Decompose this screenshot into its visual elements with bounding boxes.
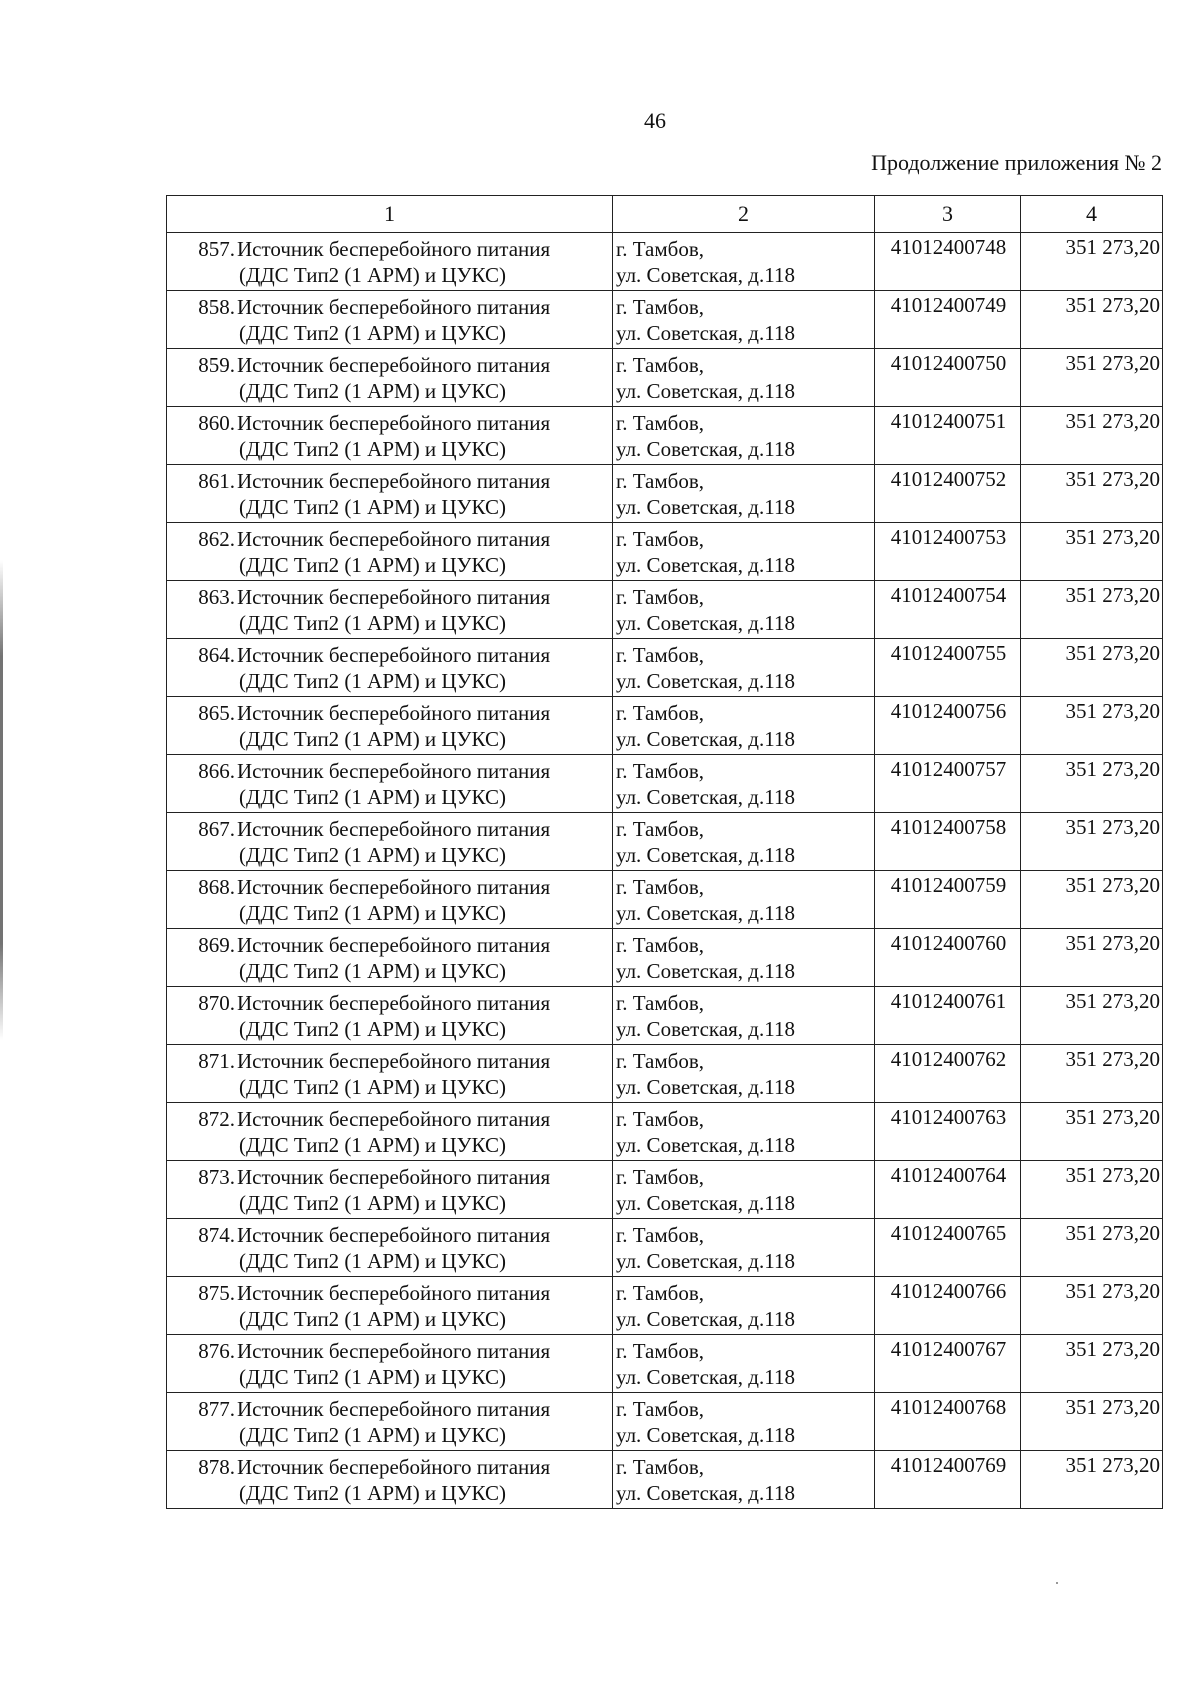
row-number: 862. bbox=[198, 527, 235, 551]
row-number: 870. bbox=[198, 991, 235, 1015]
row-number: 877. bbox=[198, 1397, 235, 1421]
item-name-line-1: Источник бесперебойного питания bbox=[237, 353, 551, 377]
table-row bbox=[167, 407, 1163, 465]
item-name bbox=[235, 352, 608, 404]
value-cell bbox=[1021, 465, 1163, 523]
value-cell bbox=[1021, 755, 1163, 813]
address-line-1: г. Тамбов, bbox=[616, 353, 705, 377]
address-line-1: г. Тамбов, bbox=[616, 991, 705, 1015]
address-line-1: г. Тамбов, bbox=[616, 1455, 705, 1479]
table-row bbox=[167, 523, 1163, 581]
inventory-code: 41012400761 bbox=[890, 989, 1007, 1013]
item-name bbox=[235, 700, 608, 752]
book-value: 351 273,20 bbox=[1065, 1453, 1160, 1477]
address-cell bbox=[613, 581, 875, 639]
item-name bbox=[235, 294, 608, 346]
item-name bbox=[235, 1396, 608, 1448]
item-name bbox=[235, 816, 608, 868]
row-number: 867. bbox=[198, 817, 235, 841]
value-cell bbox=[1021, 233, 1163, 291]
item-name-line-2: (ДДС Тип2 (1 АРМ) и ЦУКС) bbox=[239, 669, 506, 693]
item-name bbox=[235, 1280, 608, 1332]
inventory-code-cell bbox=[875, 581, 1021, 639]
address-cell bbox=[613, 871, 875, 929]
item-name-cell bbox=[167, 233, 613, 291]
item-name-cell bbox=[167, 1393, 613, 1451]
inventory-code-cell bbox=[875, 871, 1021, 929]
table-body bbox=[167, 233, 1163, 1509]
value-cell bbox=[1021, 1045, 1163, 1103]
address-cell bbox=[613, 697, 875, 755]
inventory-code: 41012400768 bbox=[890, 1395, 1007, 1419]
address-line-1: г. Тамбов, bbox=[616, 1165, 705, 1189]
address-line-1: г. Тамбов, bbox=[616, 527, 705, 551]
inventory-code-cell bbox=[875, 1103, 1021, 1161]
item-name bbox=[235, 1164, 608, 1216]
address-cell bbox=[613, 1277, 875, 1335]
book-value: 351 273,20 bbox=[1065, 1047, 1160, 1071]
item-name-line-2: (ДДС Тип2 (1 АРМ) и ЦУКС) bbox=[239, 1423, 506, 1447]
item-name-line-2: (ДДС Тип2 (1 АРМ) и ЦУКС) bbox=[239, 1249, 506, 1273]
inventory-code-cell bbox=[875, 755, 1021, 813]
address-cell bbox=[613, 1451, 875, 1509]
inventory-code-cell bbox=[875, 639, 1021, 697]
inventory-code: 41012400756 bbox=[890, 699, 1007, 723]
book-value: 351 273,20 bbox=[1065, 1279, 1160, 1303]
item-name-line-1: Источник бесперебойного питания bbox=[237, 817, 551, 841]
item-name-line-1: Источник бесперебойного питания bbox=[237, 933, 551, 957]
address-line-1: г. Тамбов, bbox=[616, 1107, 705, 1131]
value-cell bbox=[1021, 1219, 1163, 1277]
item-name-cell bbox=[167, 1161, 613, 1219]
inventory-code-cell bbox=[875, 465, 1021, 523]
address-line-1: г. Тамбов, bbox=[616, 1049, 705, 1073]
item-name bbox=[235, 642, 608, 694]
row-number: 873. bbox=[198, 1165, 235, 1189]
inventory-code-cell bbox=[875, 523, 1021, 581]
inventory-code: 41012400753 bbox=[890, 525, 1007, 549]
address-line-2: ул. Советская, д.118 bbox=[616, 669, 795, 693]
address-cell bbox=[613, 291, 875, 349]
book-value: 351 273,20 bbox=[1065, 873, 1160, 897]
address-line-2: ул. Советская, д.118 bbox=[616, 1017, 795, 1041]
item-name-line-2: (ДДС Тип2 (1 АРМ) и ЦУКС) bbox=[239, 321, 506, 345]
address-line-1: г. Тамбов, bbox=[616, 1223, 705, 1247]
address-cell bbox=[613, 233, 875, 291]
value-cell bbox=[1021, 1277, 1163, 1335]
column-header-4: 4 bbox=[1021, 196, 1163, 233]
inventory-code-cell bbox=[875, 1219, 1021, 1277]
item-name bbox=[235, 1454, 608, 1506]
book-value: 351 273,20 bbox=[1065, 409, 1160, 433]
address-line-2: ул. Советская, д.118 bbox=[616, 379, 795, 403]
address-cell bbox=[613, 1393, 875, 1451]
item-name-line-2: (ДДС Тип2 (1 АРМ) и ЦУКС) bbox=[239, 1133, 506, 1157]
inventory-code-cell bbox=[875, 987, 1021, 1045]
book-value: 351 273,20 bbox=[1065, 757, 1160, 781]
item-name-line-1: Источник бесперебойного питания bbox=[237, 411, 551, 435]
item-name-cell bbox=[167, 697, 613, 755]
item-name-line-1: Источник бесперебойного питания bbox=[237, 295, 551, 319]
inventory-code: 41012400752 bbox=[890, 467, 1007, 491]
table-row bbox=[167, 1277, 1163, 1335]
table-row bbox=[167, 871, 1163, 929]
book-value: 351 273,20 bbox=[1065, 815, 1160, 839]
value-cell bbox=[1021, 1393, 1163, 1451]
address-line-1: г. Тамбов, bbox=[616, 1339, 705, 1363]
column-header-3: 3 bbox=[875, 196, 1021, 233]
item-name-line-2: (ДДС Тип2 (1 АРМ) и ЦУКС) bbox=[239, 901, 506, 925]
item-name-line-2: (ДДС Тип2 (1 АРМ) и ЦУКС) bbox=[239, 611, 506, 635]
item-name-line-1: Источник бесперебойного питания bbox=[237, 643, 551, 667]
row-number: 859. bbox=[198, 353, 235, 377]
value-cell bbox=[1021, 987, 1163, 1045]
item-name bbox=[235, 584, 608, 636]
address-cell bbox=[613, 1045, 875, 1103]
property-registry-table bbox=[166, 195, 1163, 1509]
address-line-2: ул. Советская, д.118 bbox=[616, 959, 795, 983]
inventory-code: 41012400758 bbox=[890, 815, 1007, 839]
address-cell bbox=[613, 929, 875, 987]
item-name-line-1: Источник бесперебойного питания bbox=[237, 701, 551, 725]
inventory-code: 41012400763 bbox=[890, 1105, 1007, 1129]
value-cell bbox=[1021, 291, 1163, 349]
book-value: 351 273,20 bbox=[1065, 525, 1160, 549]
table-row bbox=[167, 813, 1163, 871]
item-name-line-1: Источник бесперебойного питания bbox=[237, 237, 551, 261]
inventory-code-cell bbox=[875, 291, 1021, 349]
item-name bbox=[235, 874, 608, 926]
item-name bbox=[235, 1048, 608, 1100]
value-cell bbox=[1021, 1161, 1163, 1219]
row-number: 857. bbox=[198, 237, 235, 261]
address-line-2: ул. Советская, д.118 bbox=[616, 495, 795, 519]
address-line-2: ул. Советская, д.118 bbox=[616, 1191, 795, 1215]
inventory-code: 41012400750 bbox=[890, 351, 1007, 375]
item-name-line-1: Источник бесперебойного питания bbox=[237, 875, 551, 899]
value-cell bbox=[1021, 813, 1163, 871]
address-line-2: ул. Советская, д.118 bbox=[616, 263, 795, 287]
address-line-1: г. Тамбов, bbox=[616, 817, 705, 841]
book-value: 351 273,20 bbox=[1065, 293, 1160, 317]
book-value: 351 273,20 bbox=[1065, 1105, 1160, 1129]
item-name bbox=[235, 990, 608, 1042]
value-cell bbox=[1021, 1103, 1163, 1161]
address-line-2: ул. Советская, д.118 bbox=[616, 1133, 795, 1157]
table-row bbox=[167, 755, 1163, 813]
address-line-2: ул. Советская, д.118 bbox=[616, 843, 795, 867]
table-row bbox=[167, 349, 1163, 407]
address-cell bbox=[613, 1219, 875, 1277]
inventory-code: 41012400759 bbox=[890, 873, 1007, 897]
address-line-1: г. Тамбов, bbox=[616, 643, 705, 667]
address-line-1: г. Тамбов, bbox=[616, 237, 705, 261]
table-header bbox=[167, 196, 1163, 233]
item-name-line-2: (ДДС Тип2 (1 АРМ) и ЦУКС) bbox=[239, 843, 506, 867]
address-line-1: г. Тамбов, bbox=[616, 1397, 705, 1421]
item-name-line-2: (ДДС Тип2 (1 АРМ) и ЦУКС) bbox=[239, 959, 506, 983]
address-line-2: ул. Советская, д.118 bbox=[616, 321, 795, 345]
table-row bbox=[167, 697, 1163, 755]
inventory-code-cell bbox=[875, 1393, 1021, 1451]
inventory-code: 41012400760 bbox=[890, 931, 1007, 955]
row-number: 860. bbox=[198, 411, 235, 435]
table-row bbox=[167, 1393, 1163, 1451]
address-line-1: г. Тамбов, bbox=[616, 411, 705, 435]
inventory-code-cell bbox=[875, 407, 1021, 465]
table-row bbox=[167, 1103, 1163, 1161]
item-name bbox=[235, 410, 608, 462]
table-row bbox=[167, 639, 1163, 697]
row-number: 878. bbox=[198, 1455, 235, 1479]
address-line-2: ул. Советская, д.118 bbox=[616, 1307, 795, 1331]
item-name-line-2: (ДДС Тип2 (1 АРМ) и ЦУКС) bbox=[239, 727, 506, 751]
row-number: 876. bbox=[198, 1339, 235, 1363]
table-row bbox=[167, 581, 1163, 639]
value-cell bbox=[1021, 639, 1163, 697]
address-line-2: ул. Советская, д.118 bbox=[616, 611, 795, 635]
table-row bbox=[167, 1219, 1163, 1277]
item-name-cell bbox=[167, 1277, 613, 1335]
address-line-1: г. Тамбов, bbox=[616, 1281, 705, 1305]
address-line-1: г. Тамбов, bbox=[616, 759, 705, 783]
table-row bbox=[167, 291, 1163, 349]
inventory-code: 41012400764 bbox=[890, 1163, 1007, 1187]
item-name-cell bbox=[167, 1451, 613, 1509]
address-cell bbox=[613, 639, 875, 697]
value-cell bbox=[1021, 523, 1163, 581]
item-name bbox=[235, 1222, 608, 1274]
appendix-continuation-note: Продолжение приложения № 2 bbox=[871, 150, 1162, 175]
item-name-cell bbox=[167, 523, 613, 581]
value-cell bbox=[1021, 871, 1163, 929]
item-name-cell bbox=[167, 871, 613, 929]
item-name-line-2: (ДДС Тип2 (1 АРМ) и ЦУКС) bbox=[239, 1017, 506, 1041]
item-name bbox=[235, 932, 608, 984]
row-number: 871. bbox=[198, 1049, 235, 1073]
item-name-line-2: (ДДС Тип2 (1 АРМ) и ЦУКС) bbox=[239, 553, 506, 577]
book-value: 351 273,20 bbox=[1065, 1221, 1160, 1245]
address-cell bbox=[613, 987, 875, 1045]
item-name-cell bbox=[167, 1219, 613, 1277]
row-number: 858. bbox=[198, 295, 235, 319]
table-row bbox=[167, 1161, 1163, 1219]
table-row bbox=[167, 929, 1163, 987]
inventory-code: 41012400749 bbox=[890, 293, 1007, 317]
inventory-code: 41012400751 bbox=[890, 409, 1007, 433]
item-name-line-1: Источник бесперебойного питания bbox=[237, 1339, 551, 1363]
row-number: 861. bbox=[198, 469, 235, 493]
row-number: 865. bbox=[198, 701, 235, 725]
table-row bbox=[167, 233, 1163, 291]
inventory-code: 41012400755 bbox=[890, 641, 1007, 665]
item-name-cell bbox=[167, 1045, 613, 1103]
inventory-code-cell bbox=[875, 1277, 1021, 1335]
book-value: 351 273,20 bbox=[1065, 1337, 1160, 1361]
table-row bbox=[167, 1451, 1163, 1509]
address-cell bbox=[613, 755, 875, 813]
address-line-1: г. Тамбов, bbox=[616, 875, 705, 899]
item-name-line-1: Источник бесперебойного питания bbox=[237, 585, 551, 609]
column-header-1: 1 bbox=[167, 196, 613, 233]
item-name-line-1: Источник бесперебойного питания bbox=[237, 1397, 551, 1421]
inventory-code-cell bbox=[875, 813, 1021, 871]
item-name-line-2: (ДДС Тип2 (1 АРМ) и ЦУКС) bbox=[239, 437, 506, 461]
inventory-code-cell bbox=[875, 1335, 1021, 1393]
address-line-1: г. Тамбов, bbox=[616, 933, 705, 957]
item-name-cell bbox=[167, 929, 613, 987]
address-line-2: ул. Советская, д.118 bbox=[616, 437, 795, 461]
item-name-cell bbox=[167, 349, 613, 407]
item-name bbox=[235, 758, 608, 810]
item-name-line-1: Источник бесперебойного питания bbox=[237, 1165, 551, 1189]
book-value: 351 273,20 bbox=[1065, 699, 1160, 723]
row-number: 869. bbox=[198, 933, 235, 957]
inventory-code: 41012400766 bbox=[890, 1279, 1007, 1303]
item-name-cell bbox=[167, 1335, 613, 1393]
table-row bbox=[167, 465, 1163, 523]
item-name-cell bbox=[167, 987, 613, 1045]
scan-speck bbox=[1056, 1582, 1058, 1584]
value-cell bbox=[1021, 697, 1163, 755]
item-name-line-1: Источник бесперебойного питания bbox=[237, 1223, 551, 1247]
row-number: 866. bbox=[198, 759, 235, 783]
item-name-cell bbox=[167, 1103, 613, 1161]
value-cell bbox=[1021, 581, 1163, 639]
book-value: 351 273,20 bbox=[1065, 467, 1160, 491]
value-cell bbox=[1021, 407, 1163, 465]
item-name-line-2: (ДДС Тип2 (1 АРМ) и ЦУКС) bbox=[239, 1191, 506, 1215]
item-name-line-2: (ДДС Тип2 (1 АРМ) и ЦУКС) bbox=[239, 1481, 506, 1505]
column-header-2: 2 bbox=[613, 196, 875, 233]
item-name-line-1: Источник бесперебойного питания bbox=[237, 991, 551, 1015]
table-row bbox=[167, 1335, 1163, 1393]
address-line-2: ул. Советская, д.118 bbox=[616, 1249, 795, 1273]
value-cell bbox=[1021, 929, 1163, 987]
item-name-line-2: (ДДС Тип2 (1 АРМ) и ЦУКС) bbox=[239, 379, 506, 403]
address-cell bbox=[613, 1161, 875, 1219]
row-number: 863. bbox=[198, 585, 235, 609]
book-value: 351 273,20 bbox=[1065, 1163, 1160, 1187]
address-cell bbox=[613, 465, 875, 523]
value-cell bbox=[1021, 1335, 1163, 1393]
item-name-cell bbox=[167, 291, 613, 349]
book-value: 351 273,20 bbox=[1065, 351, 1160, 375]
address-line-2: ул. Советская, д.118 bbox=[616, 1423, 795, 1447]
item-name bbox=[235, 526, 608, 578]
inventory-code-cell bbox=[875, 233, 1021, 291]
item-name-line-2: (ДДС Тип2 (1 АРМ) и ЦУКС) bbox=[239, 1365, 506, 1389]
inventory-code-cell bbox=[875, 697, 1021, 755]
item-name bbox=[235, 1106, 608, 1158]
inventory-code: 41012400762 bbox=[890, 1047, 1007, 1071]
item-name-line-1: Источник бесперебойного питания bbox=[237, 469, 551, 493]
book-value: 351 273,20 bbox=[1065, 1395, 1160, 1419]
value-cell bbox=[1021, 1451, 1163, 1509]
table-row bbox=[167, 987, 1163, 1045]
inventory-code: 41012400767 bbox=[890, 1337, 1007, 1361]
item-name-line-2: (ДДС Тип2 (1 АРМ) и ЦУКС) bbox=[239, 263, 506, 287]
address-cell bbox=[613, 349, 875, 407]
address-cell bbox=[613, 407, 875, 465]
item-name-line-2: (ДДС Тип2 (1 АРМ) и ЦУКС) bbox=[239, 1075, 506, 1099]
inventory-code: 41012400769 bbox=[890, 1453, 1007, 1477]
row-number: 875. bbox=[198, 1281, 235, 1305]
address-line-2: ул. Советская, д.118 bbox=[616, 1365, 795, 1389]
item-name-line-1: Источник бесперебойного питания bbox=[237, 1281, 551, 1305]
address-line-1: г. Тамбов, bbox=[616, 585, 705, 609]
item-name-line-1: Источник бесперебойного питания bbox=[237, 1455, 551, 1479]
book-value: 351 273,20 bbox=[1065, 235, 1160, 259]
address-line-2: ул. Советская, д.118 bbox=[616, 901, 795, 925]
inventory-code-cell bbox=[875, 929, 1021, 987]
book-value: 351 273,20 bbox=[1065, 989, 1160, 1013]
item-name-cell bbox=[167, 465, 613, 523]
page-number: 46 bbox=[644, 108, 666, 133]
address-line-2: ул. Советская, д.118 bbox=[616, 1481, 795, 1505]
header-row bbox=[167, 196, 1163, 233]
book-value: 351 273,20 bbox=[1065, 641, 1160, 665]
row-number: 864. bbox=[198, 643, 235, 667]
table-row bbox=[167, 1045, 1163, 1103]
book-value: 351 273,20 bbox=[1065, 931, 1160, 955]
inventory-code-cell bbox=[875, 1161, 1021, 1219]
item-name-line-2: (ДДС Тип2 (1 АРМ) и ЦУКС) bbox=[239, 1307, 506, 1331]
address-line-1: г. Тамбов, bbox=[616, 701, 705, 725]
row-number: 868. bbox=[198, 875, 235, 899]
address-cell bbox=[613, 813, 875, 871]
inventory-code: 41012400748 bbox=[890, 235, 1007, 259]
inventory-code-cell bbox=[875, 1045, 1021, 1103]
row-number: 872. bbox=[198, 1107, 235, 1131]
item-name bbox=[235, 236, 608, 288]
address-cell bbox=[613, 1103, 875, 1161]
inventory-code: 41012400765 bbox=[890, 1221, 1007, 1245]
inventory-code-cell bbox=[875, 1451, 1021, 1509]
address-line-2: ул. Советская, д.118 bbox=[616, 1075, 795, 1099]
address-line-1: г. Тамбов, bbox=[616, 469, 705, 493]
item-name-cell bbox=[167, 639, 613, 697]
item-name-line-2: (ДДС Тип2 (1 АРМ) и ЦУКС) bbox=[239, 495, 506, 519]
address-line-2: ул. Советская, д.118 bbox=[616, 785, 795, 809]
inventory-code-cell bbox=[875, 349, 1021, 407]
address-cell bbox=[613, 523, 875, 581]
item-name-line-1: Источник бесперебойного питания bbox=[237, 527, 551, 551]
item-name-line-1: Источник бесперебойного питания bbox=[237, 1107, 551, 1131]
item-name-line-2: (ДДС Тип2 (1 АРМ) и ЦУКС) bbox=[239, 785, 506, 809]
item-name bbox=[235, 468, 608, 520]
row-number: 874. bbox=[198, 1223, 235, 1247]
inventory-code: 41012400754 bbox=[890, 583, 1007, 607]
value-cell bbox=[1021, 349, 1163, 407]
item-name-cell bbox=[167, 755, 613, 813]
inventory-code: 41012400757 bbox=[890, 757, 1007, 781]
address-line-2: ул. Советская, д.118 bbox=[616, 553, 795, 577]
book-value: 351 273,20 bbox=[1065, 583, 1160, 607]
item-name-cell bbox=[167, 813, 613, 871]
scan-edge-shadow bbox=[0, 560, 3, 1040]
item-name-line-1: Источник бесперебойного питания bbox=[237, 759, 551, 783]
address-line-2: ул. Советская, д.118 bbox=[616, 727, 795, 751]
address-cell bbox=[613, 1335, 875, 1393]
item-name-cell bbox=[167, 407, 613, 465]
item-name-line-1: Источник бесперебойного питания bbox=[237, 1049, 551, 1073]
item-name bbox=[235, 1338, 608, 1390]
address-line-1: г. Тамбов, bbox=[616, 295, 705, 319]
item-name-cell bbox=[167, 581, 613, 639]
